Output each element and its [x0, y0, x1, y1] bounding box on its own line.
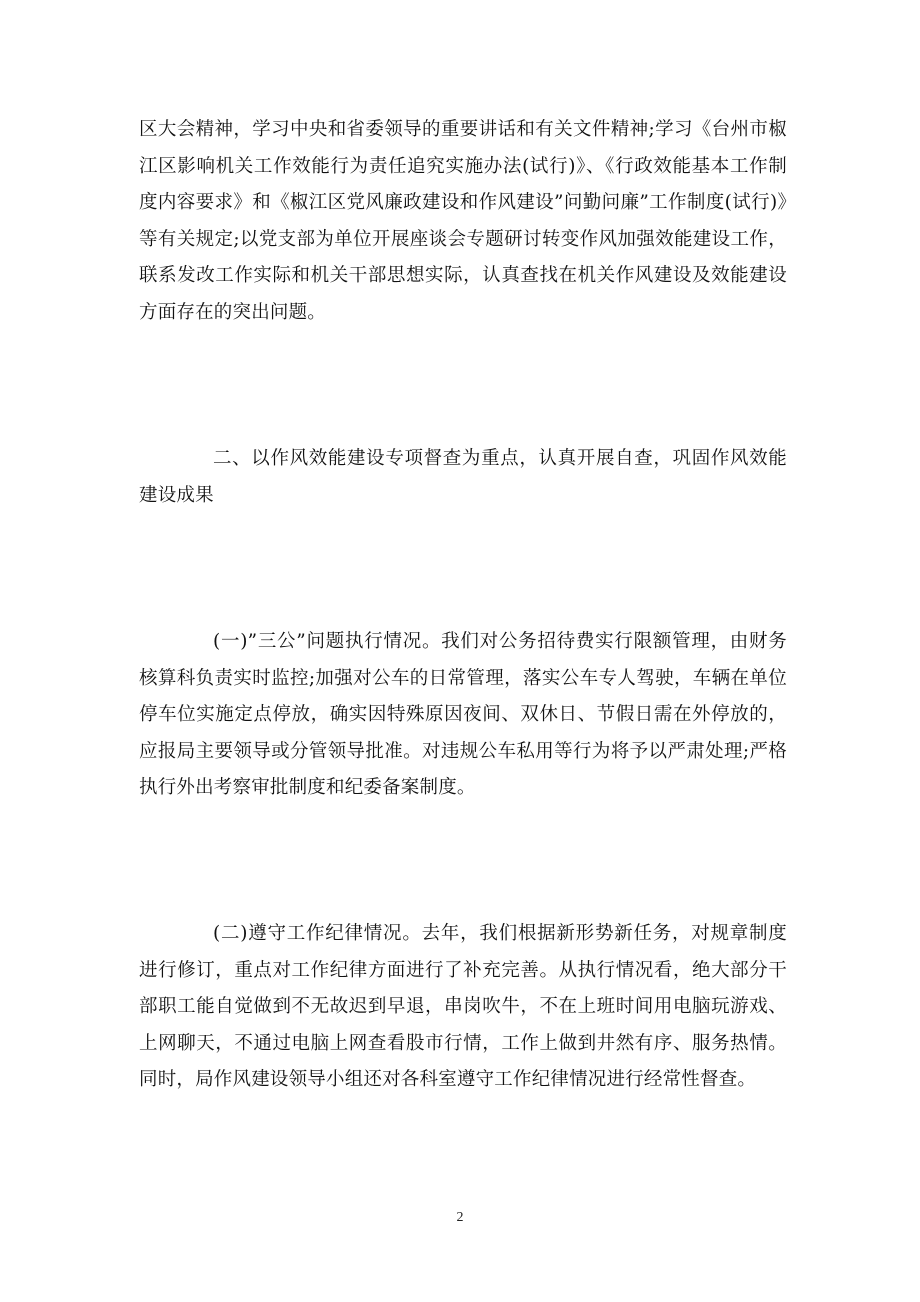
section-heading-two: 二、以作风效能建设专项督查为重点，认真开展自查，巩固作风效能建设成果: [139, 448, 787, 506]
paragraph-work-discipline: (二)遵守工作纪律情况。去年，我们根据新形势新任务，对规章制度进行修订，重点对工作纪律方面进行了补充完善。从执行情况看，绝大部分干部职工能自觉做到不无故迟到早退，串岗吹牛，不在上班时间用电脑玩游戏、上网聊天，不通过电脑上网查看股市行情，工作上做到井然有序、服务热情。同时，局作风建设领导小组还对各科室遵守工作纪律情况进行经常性督查。: [139, 923, 787, 1090]
paragraph-study-content: 区大会精神，学习中央和省委领导的重要讲话和有关文件精神;学习《台州市椒江区影响机关工作效能行为责任追究实施办法(试行)》、《行政效能基本工作制度内容要求》和《椒江区党风廉政建设和作风建设”问勤问廉”工作制度(试行)》等有关规定;以党支部为单位开展座谈会专题研讨转变作风加强效能建设工作，联系发改工作实际和机关干部思想实际，认真查找在机关作风建设及效能建设方面存在的突出问题。: [139, 119, 787, 323]
page-number: 2: [456, 1210, 464, 1225]
paragraph-three-public-issues: (一)”三公”问题执行情况。我们对公务招待费实行限额管理，由财务核算科负责实时监控;加强对公车的日常管理，落实公车专人驾驶，车辆在单位停车位实施定点停放，确实因特殊原因夜间、双休日、节假日需在外停放的，应报局主要领导或分管领导批准。对违规公车私用等行为将予以严肃处理;严格执行外出考察审批制度和纪委备案制度。: [139, 631, 787, 798]
